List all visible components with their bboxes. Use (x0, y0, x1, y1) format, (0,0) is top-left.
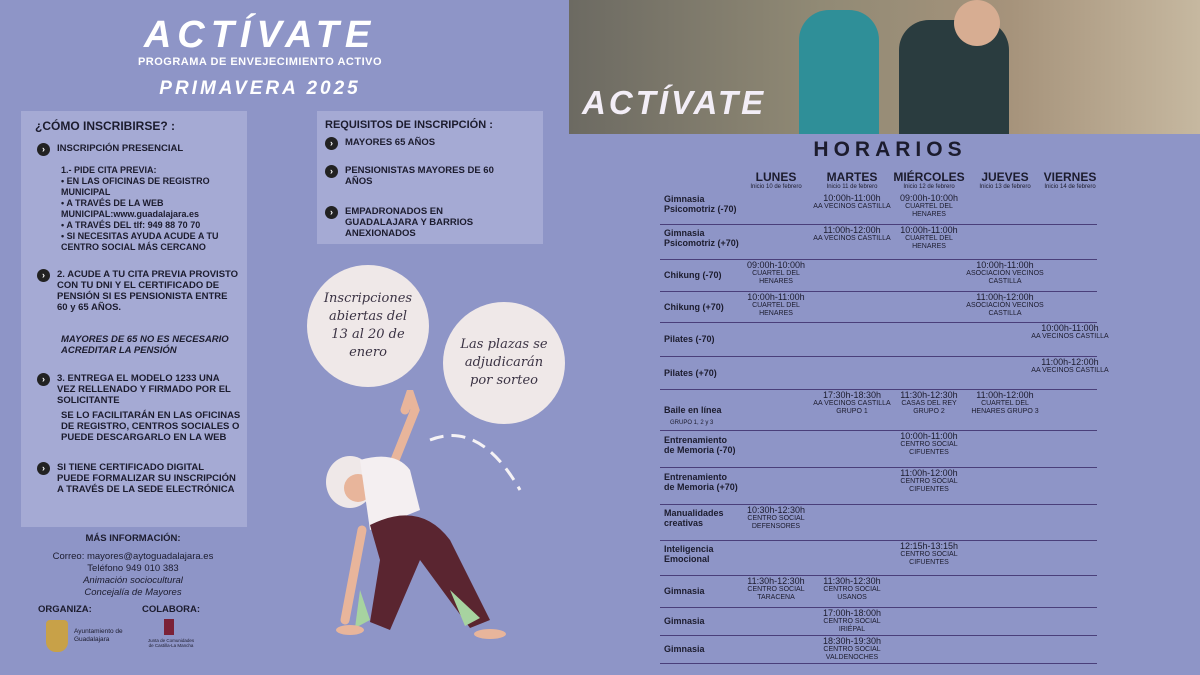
schedule-slot (889, 225, 969, 251)
slot-place: AA VECINOS CASTILLA (1031, 333, 1109, 340)
colabora-label: COLABORA: (142, 604, 201, 615)
activity-label: Gimnasia (664, 616, 705, 626)
slot-time: 09:00h-10:00h (746, 260, 806, 270)
step-2-note: MAYORES DE 65 NO ES NECESARIO ACREDITAR LA PENSIÓN (61, 334, 229, 356)
activity-label: Entrenamiento de Memoria (-70) (664, 434, 736, 455)
day-header: VIERNES (1043, 170, 1097, 184)
slot-time: 11:30h-12:30h (900, 390, 958, 400)
photo-title: ACTÍVATE (582, 84, 767, 121)
slot-place: CENTRO SOCIAL USANOS (823, 586, 881, 601)
organiza-label: ORGANIZA: (38, 604, 92, 615)
slot-time: 09:00h-10:00h (899, 193, 959, 203)
guadalajara-logo (46, 620, 68, 652)
step-1-detail-line: • SI NECESITAS AYUDA ACUDE A TU CENTRO SOCIAL MÁS CERCANO (61, 231, 219, 252)
activity-name (664, 194, 739, 214)
schedule-slot (889, 390, 969, 416)
day-header: MARTES (826, 170, 878, 184)
day-header: MIÉRCOLES (893, 170, 965, 184)
activity-label: Pilates (+70) (664, 367, 717, 378)
main-title: ACTÍVATE (143, 14, 377, 56)
activity-label: Gimnasia Psicomotriz (-70) (664, 194, 737, 214)
slot-time: 11:30h-12:30h (823, 576, 881, 586)
dept-line-2: Concejalía de Mayores (84, 587, 182, 598)
season-label: PRIMAVERA 2025 (159, 78, 361, 99)
chevron-right-icon: › (325, 137, 338, 150)
how-to-register-panel (21, 111, 247, 527)
day-start-date: Inicio 11 de febrero (826, 184, 878, 190)
slot-time: 17:30h-18:30h (822, 390, 882, 400)
slot-time: 10:00h-11:00h (976, 260, 1034, 270)
activity-name (664, 334, 739, 344)
person-figure (799, 10, 879, 134)
slot-place: CENTRO SOCIAL CIFUENTES (900, 441, 958, 456)
activity-name (664, 472, 739, 492)
contact-info (20, 533, 246, 599)
schedule-slot (736, 576, 816, 602)
activity-label: Gimnasia Psicomotriz (+70) (664, 227, 739, 248)
schedule-slot (889, 193, 969, 219)
schedule-slot (736, 260, 816, 286)
slot-time: 11:00h-12:00h (976, 292, 1034, 302)
program-subtitle: PROGRAMA DE ENVEJECIMIENTO ACTIVO (137, 56, 383, 68)
schedule-slot (812, 636, 892, 662)
step-1-details (61, 165, 241, 253)
schedule-slot (965, 390, 1045, 416)
chevron-right-icon: › (37, 462, 50, 475)
schedule-slot (736, 292, 816, 318)
chevron-right-icon: › (37, 373, 50, 386)
slot-place: CUARTEL DEL HENARES (752, 270, 800, 285)
day-start-date: Inicio 10 de febrero (750, 184, 802, 190)
activity-label: Pilates (-70) (664, 334, 715, 344)
schedule-slot (812, 390, 892, 416)
slot-time: 10:00h-11:00h (747, 292, 805, 302)
step-1-detail-line: 1.- PIDE CITA PREVIA: (61, 165, 157, 175)
panel-title: ¿CÓMO INSCRIBIRSE? : (35, 119, 175, 133)
activity-sublabel: GRUPO 1, 2 y 3 (670, 419, 714, 426)
schedule-slot (736, 505, 816, 531)
slot-time: 11:30h-12:30h (747, 576, 805, 586)
activity-label: Inteligencia Emocional (664, 543, 714, 564)
day-header: LUNES (755, 170, 797, 184)
activity-name (664, 586, 739, 596)
chevron-right-icon: › (325, 206, 338, 219)
registration-dates-badge: Inscripciones abiertas del 13 al 20 de enero (307, 265, 429, 387)
activity-label: Manualidades creativas (664, 508, 724, 528)
schedule-slot (1030, 323, 1110, 341)
activity-label: Baile en línea (664, 404, 722, 415)
slot-time: 11:00h-12:00h (1041, 357, 1099, 367)
exercising-woman-illustration (300, 390, 530, 650)
activity-label: Entrenamiento de Memoria (+70) (664, 471, 738, 492)
activity-name (664, 435, 739, 455)
slot-time: 11:00h-12:00h (900, 468, 958, 478)
slot-time: 10:30h-12:30h (746, 505, 806, 515)
step-1-detail-line: • A TRAVÉS DE LA WEB MUNICIPAL:www.guadalajara.es (61, 198, 200, 219)
org-name: Ayuntamiento de Guadalajara (74, 628, 123, 643)
slot-time: 10:00h-11:00h (900, 225, 958, 235)
step-3-note: SE LO FACILITARÁN EN LAS OFICINAS DE REGISTRO, CENTROS SOCIALES O PUEDE DESCARGARLO EN LA WEB (61, 410, 241, 443)
info-title: MÁS INFORMACIÓN: (85, 533, 181, 544)
activity-name (664, 368, 739, 378)
col-name: Junta de Comunidades de Castilla-La Mancha (147, 638, 195, 648)
slot-place: AA VECINOS CASTILLA (813, 203, 891, 210)
slot-time: 10:00h-11:00h (1041, 323, 1099, 333)
slot-place: ASOCIACIÓN VECINOS CASTILLA (966, 270, 1044, 285)
day-start-date: Inicio 14 de febrero (1044, 184, 1096, 190)
slot-place: CENTRO SOCIAL CIFUENTES (900, 478, 958, 493)
slot-place: CUARTEL DEL HENARES (905, 235, 953, 250)
slot-place: ASOCIACIÓN VECINOS CASTILLA (966, 302, 1044, 317)
activity-label: Gimnasia (664, 586, 705, 596)
schedule-title: HORARIOS (813, 138, 967, 161)
slot-place: CUARTEL DEL HENARES (905, 203, 953, 218)
email-text: Correo: mayores@aytoguadalajara.es (52, 551, 214, 562)
dept-line-1: Animación sociocultural (83, 575, 183, 586)
step-1-detail-line: • EN LAS OFICINAS DE REGISTRO MUNICIPAL (61, 176, 210, 197)
slot-place: CENTRO SOCIAL DEFENSORES (747, 515, 805, 530)
slot-place: CENTRO SOCIAL IRIÉPAL (823, 618, 881, 633)
slot-time: 17:00h-18:00h (822, 608, 882, 618)
requirements-panel (317, 111, 543, 244)
activity-name (664, 616, 739, 626)
brand-header (0, 14, 520, 100)
slot-time: 10:00h-11:00h (900, 431, 958, 441)
slot-place: CENTRO SOCIAL CIFUENTES (900, 551, 958, 566)
person-face (954, 0, 1000, 46)
requirements-title: REQUISITOS DE INSCRIPCIÓN : (325, 119, 493, 131)
day-start-date: Inicio 13 de febrero (979, 184, 1031, 190)
activity-name (664, 228, 739, 248)
schedule-slot (965, 260, 1045, 286)
slot-place: CUARTEL DEL HENARES GRUPO 3 (971, 400, 1039, 415)
chevron-right-icon: › (37, 269, 50, 282)
slot-place: AA VECINOS CASTILLA (1031, 367, 1109, 374)
step-2: › 2. ACUDE A TU CITA PREVIA PROVISTO CON TU DNI Y EL CERTIFICADO DE PENSIÓN SI ES PENSIONISTA ENTRE 60 y 65 AÑOS. (39, 269, 239, 313)
lottery-badge: Las plazas se adjudicarán por sorteo (443, 302, 565, 424)
slot-time: 10:00h-11:00h (823, 193, 881, 203)
slot-time: 12:15h-13:15h (899, 541, 959, 551)
slot-place: CASAS DEL REY GRUPO 2 (901, 400, 957, 415)
jccm-logo (164, 619, 174, 635)
day-start-date: Inicio 12 de febrero (903, 184, 955, 190)
slot-place: AA VECINOS CASTILLA GRUPO 1 (813, 400, 891, 415)
chevron-right-icon: › (37, 143, 50, 156)
schedule-slot (889, 541, 969, 567)
day-header: JUEVES (981, 170, 1029, 184)
schedule-slot (889, 468, 969, 494)
slot-place: CENTRO SOCIAL TARACENA (747, 586, 805, 601)
slot-place: AA VECINOS CASTILLA (813, 235, 891, 242)
activity-name (664, 508, 739, 528)
schedule-slot (889, 431, 969, 457)
activity-name (664, 544, 739, 564)
activity-label: Chikung (+70) (664, 301, 724, 312)
slot-time: 11:00h-12:00h (823, 225, 881, 235)
activity-name (664, 644, 739, 654)
requirement-item: › EMPADRONADOS EN GUADALAJARA Y BARRIOS ANEXIONADOS (327, 206, 507, 239)
schedule-slot (812, 225, 892, 243)
slot-place: CENTRO SOCIAL VALDENOCHES (823, 646, 881, 661)
activity-name (664, 405, 739, 428)
step-1-detail-line: • A TRAVÉS DEL tlf: 949 88 70 70 (61, 220, 201, 230)
slot-time: 11:00h-12:00h (976, 390, 1034, 400)
schedule-slot (965, 292, 1045, 318)
requirement-item: › PENSIONISTAS MAYORES DE 60 AÑOS (327, 165, 507, 187)
slot-place: CUARTEL DEL HENARES (752, 302, 800, 317)
activity-name (664, 270, 739, 280)
schedule-slot (812, 576, 892, 602)
requirement-item: › MAYORES 65 AÑOS (327, 137, 527, 148)
activity-name (664, 302, 739, 312)
activity-label: Chikung (-70) (664, 270, 722, 280)
activity-label: Gimnasia (664, 644, 705, 654)
phone-text: Teléfono 949 010 383 (87, 563, 179, 574)
step-3: › 3. ENTREGA EL MODELO 1233 UNA VEZ RELLENADO Y FIRMADO POR EL SOLICITANTE (39, 373, 239, 406)
header-photo (569, 0, 1200, 134)
step-4: › SI TIENE CERTIFICADO DIGITAL PUEDE FORMALIZAR SU INSCRIPCIÓN A TRAVÉS DE LA SEDE ELECTRÓNICA (39, 462, 239, 495)
schedule-slot (1030, 357, 1110, 375)
step-1: › INSCRIPCIÓN PRESENCIAL (39, 143, 239, 154)
schedule-slot (812, 193, 892, 211)
chevron-right-icon: › (325, 165, 338, 178)
slot-time: 18:30h-19:30h (822, 636, 882, 646)
schedule-slot (812, 608, 892, 634)
